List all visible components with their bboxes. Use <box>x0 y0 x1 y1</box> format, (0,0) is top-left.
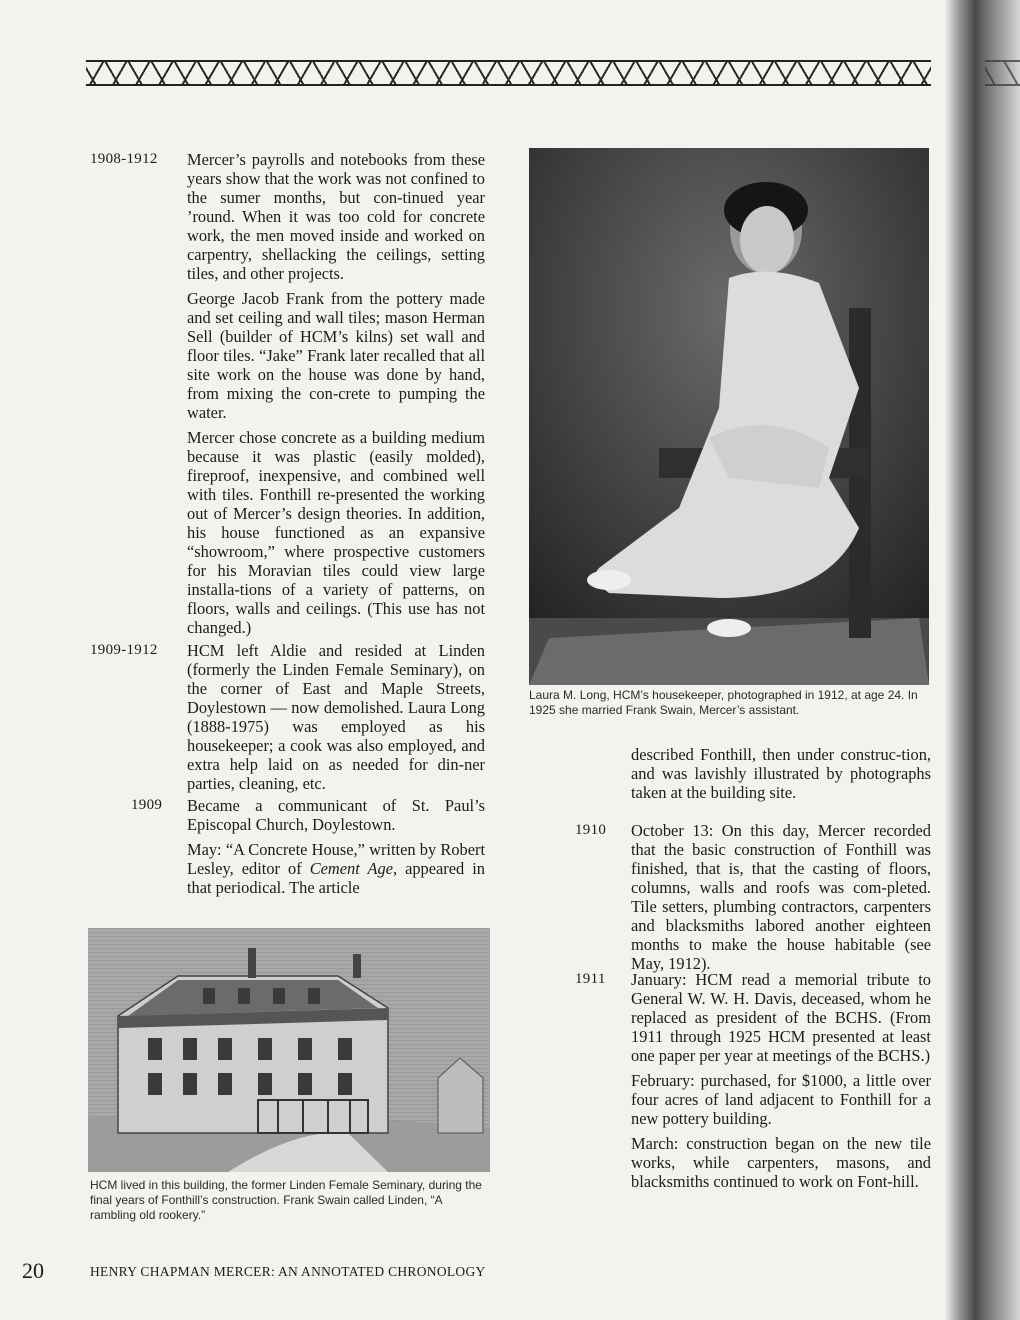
paragraph: January: HCM read a memorial tribute to General W. W. H. Davis, deceased, whom he replaced as president of the BCHS. (From 1911 through 1925 HCM presented at least one paper per year at meetings of the BCHS.) <box>631 970 931 1065</box>
year-label: 1909 <box>131 797 163 813</box>
entry-body <box>187 150 485 643</box>
year-label: 1908-1912 <box>90 151 158 167</box>
text-run: May: “A Concrete House,” written by Robert Lesley, editor of <box>187 840 485 878</box>
paragraph: October 13: On this day, Mercer recorded that the basic construction of Fonthill was finished, that is, that the casting of floors, columns, walls and roofs was com-pleted. Tile setters, plumbing contractors, carpenters and blacksmiths labored another eighteen months to make the house habitable (see May, 1912). <box>631 821 931 973</box>
paragraph: HCM left Aldie and resided at Linden (formerly the Linden Female Seminary), on the corner of East and Maple Streets, Doylestown — now demolished. Laura Long (1888-1975) was employed as his housekeeper; a cook was also employed, and extra help laid on as needed for din-ner parties, cleaning, etc. <box>187 641 485 793</box>
page-gutter-shadow <box>945 0 1020 1320</box>
paragraph: Mercer’s payrolls and notebooks from these years show that the work was not confined to the sumer months, but con-tinued year ’round. When it was too cold for concrete work, the men moved inside and worked on carpentry, shellacking the ceilings, setting tiles, and other projects. <box>187 150 485 283</box>
building-caption: HCM lived in this building, the former Linden Female Seminary, during the final years of Fonthill’s construction. Frank Swain called Linden, “A rambling old rookery.” <box>90 1178 482 1222</box>
periodical-title: Cement Age <box>309 859 393 878</box>
portrait-caption: Laura M. Long, HCM’s housekeeper, photographed in 1912, at age 24. In 1925 she married Frank Swain, Mercer’s assistant. <box>529 688 918 717</box>
portrait-photo <box>529 148 929 685</box>
building-illustration <box>88 928 490 1172</box>
portrait-illustration <box>529 148 929 685</box>
paragraph: Mercer chose concrete as a building medium because it was plastic (easily molded), fireproof, inexpensive, and combined well with tiles. Fonthill re-presented the working out of Mercer’s design theories. In addition, his house functioned as an expansive “showroom,” where prospective customers for his Moravian tiles could view large installa-tions of a variety of patterns, on floors, walls and ceilings. (This use has not changed.) <box>187 428 485 637</box>
paragraph <box>187 840 485 897</box>
paragraph: George Jacob Frank from the pottery made and set ceiling and wall tiles; mason Herman Sell (builder of HCM’s kilns) set wall and floor tiles. “Jake” Frank later recalled that all site work on the house was done by hand, from mixing the con-crete to pumping the water. <box>187 289 485 422</box>
paragraph: March: construction began on the new tile works, while carpenters, masons, and blacksmiths continued to work on Font-hill. <box>631 1134 931 1191</box>
entry-body <box>631 821 931 979</box>
entry-body <box>631 745 931 808</box>
paragraph: Became a communicant of St. Paul’s Episcopal Church, Doylestown. <box>187 796 485 834</box>
text-run: , appeared in that periodical. The article <box>187 859 486 897</box>
decorative-border <box>86 60 931 86</box>
running-title: HENRY CHAPMAN MERCER: AN ANNOTATED CHRONOLOGY <box>90 1264 486 1279</box>
page-number: 20 <box>22 1258 44 1283</box>
paragraph: described Fonthill, then under construc-tion, and was lavishly illustrated by photographs taken at the building site. <box>631 745 931 802</box>
entry-body <box>187 641 485 799</box>
entry-body <box>187 796 485 903</box>
entry-body <box>631 970 931 1197</box>
building-engraving <box>88 928 490 1172</box>
year-label: 1911 <box>575 971 606 987</box>
year-label: 1909-1912 <box>90 642 158 658</box>
year-label: 1910 <box>575 822 607 838</box>
paragraph: February: purchased, for $1000, a little over four acres of land adjacent to Fonthill for a new pottery building. <box>631 1071 931 1128</box>
facing-page-border <box>985 60 1020 86</box>
